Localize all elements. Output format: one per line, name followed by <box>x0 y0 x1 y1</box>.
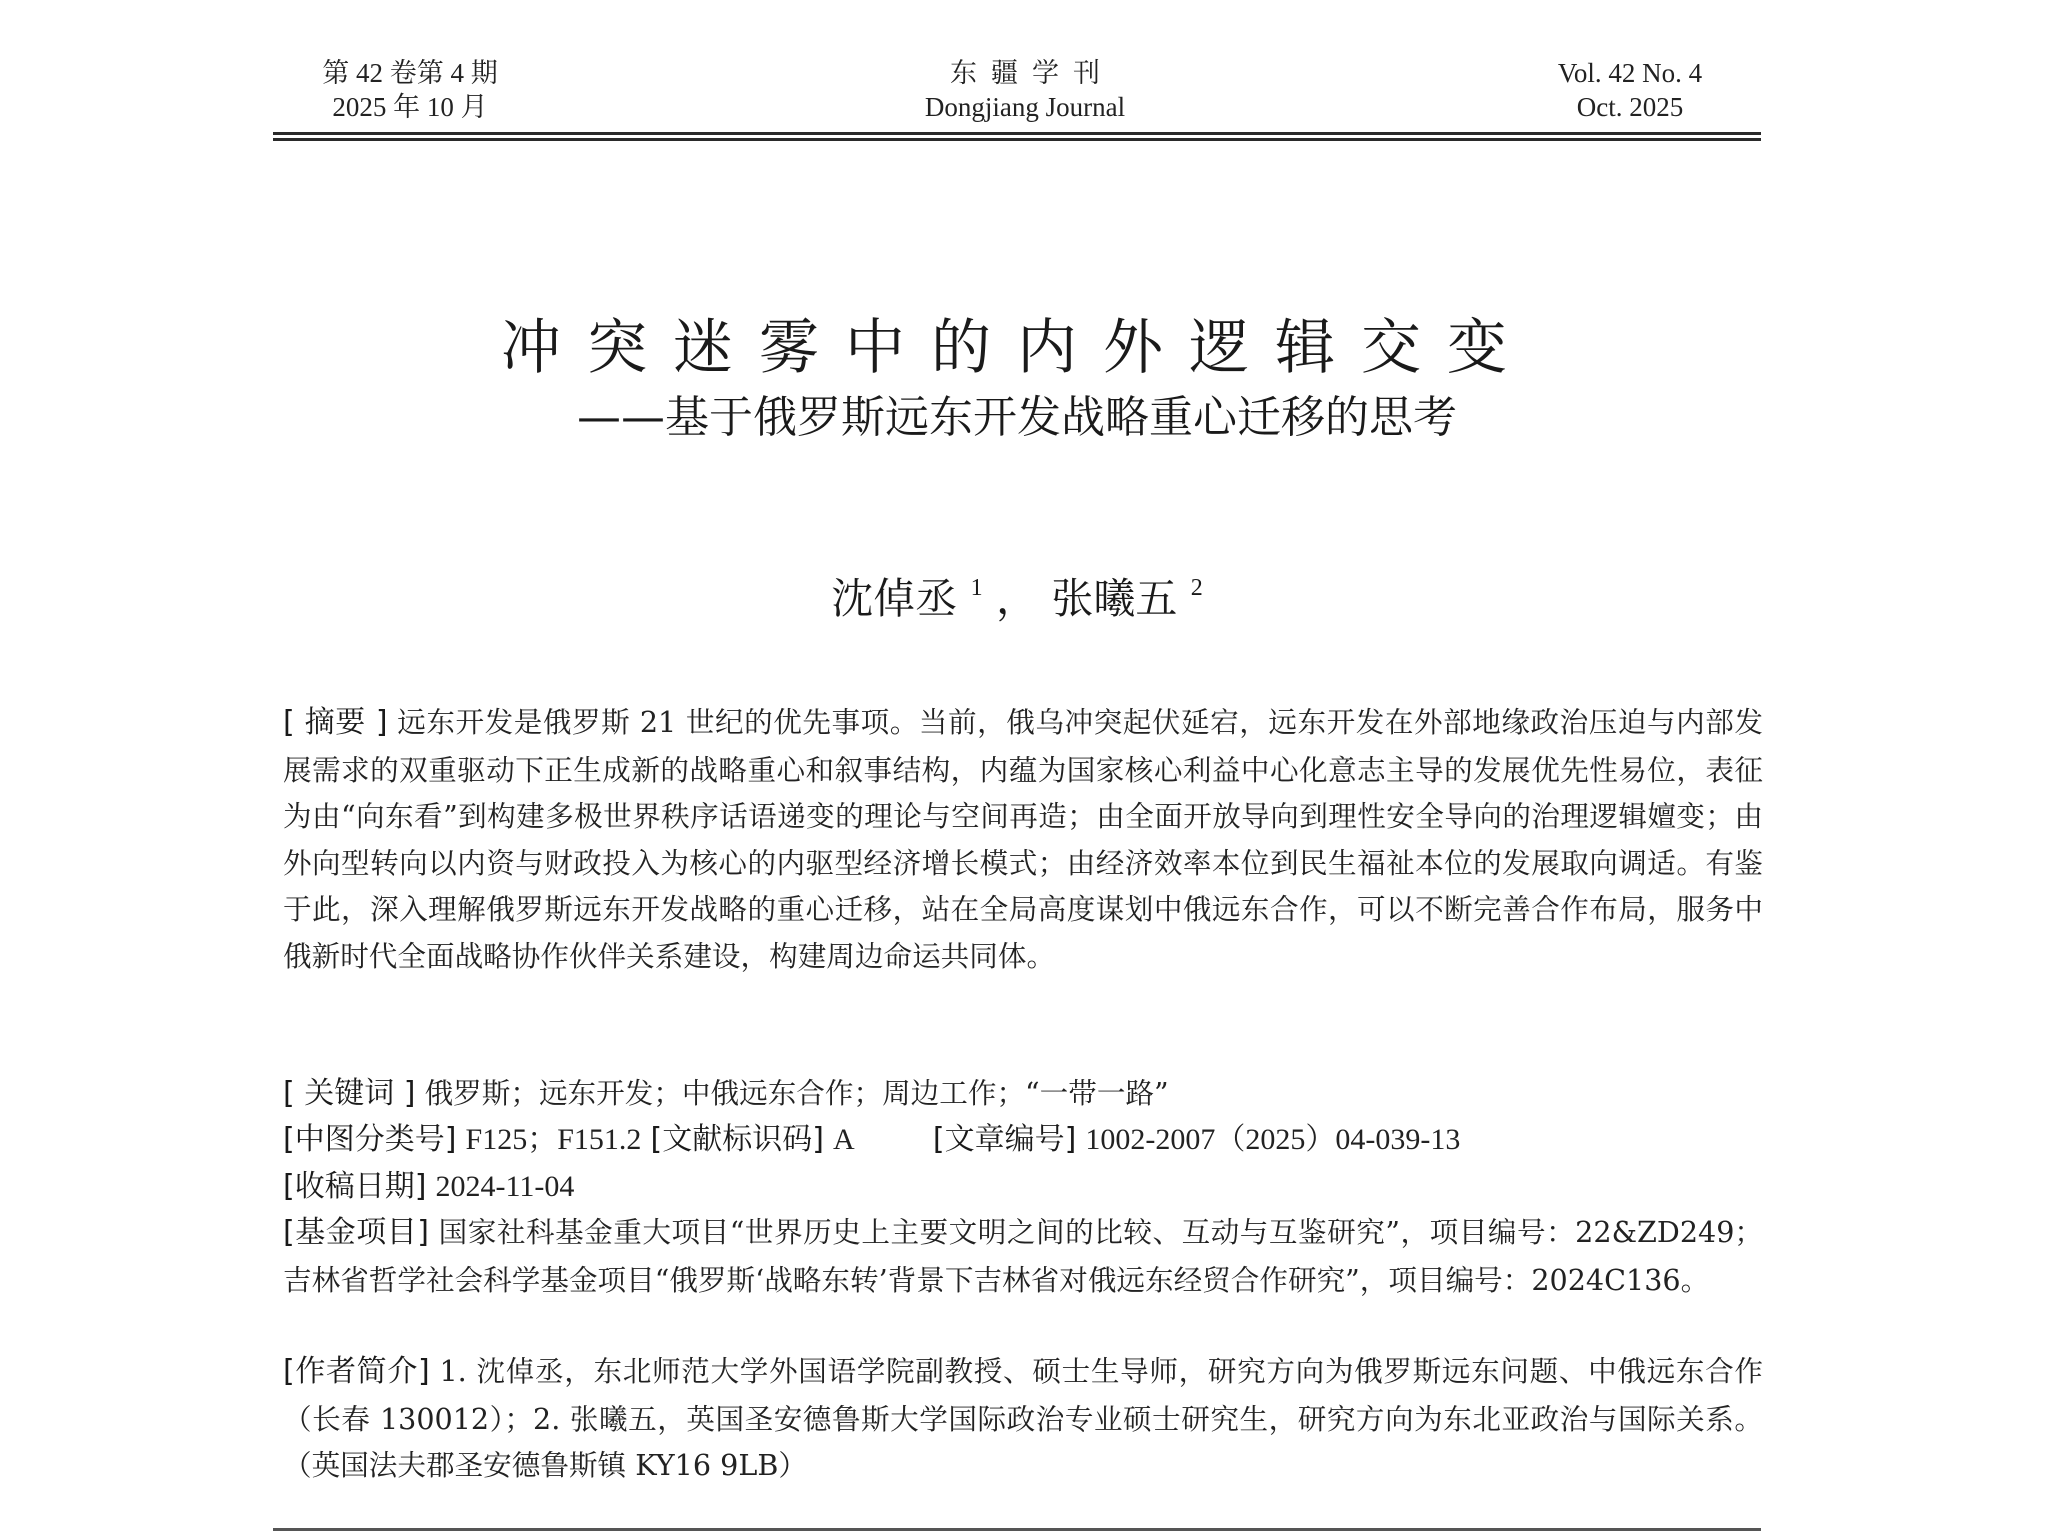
affiliation-mark: 2 <box>1190 575 1203 601</box>
abstract-label: [ 摘要 ] <box>283 705 388 740</box>
classification <box>283 1116 1763 1164</box>
doc-code-label: [文献标识码] <box>650 1122 824 1157</box>
clc-label: [中图分类号] <box>283 1122 457 1157</box>
article-title: 冲突迷雾中的内外逻辑交变 <box>501 313 1533 383</box>
author-name: 沈倬丞 <box>831 574 958 623</box>
author-separator: ， <box>995 574 1038 623</box>
received-date <box>283 1163 1763 1211</box>
affiliation-mark: 1 <box>970 575 983 601</box>
article-no-label: [文章编号] <box>932 1122 1077 1157</box>
author-bio-label: [作者简介] <box>283 1354 430 1389</box>
issue-info-cn <box>300 56 520 124</box>
footer-rule <box>273 1528 1761 1531</box>
header-double-rule <box>273 132 1761 135</box>
author-bio-text: 1. 沈倬丞，东北师范大学外国语学院副教授、硕士生导师，研究方向为俄罗斯远东问题、中俄远东合作（长春 130012）；2. 张曦五，英国圣安德鲁斯大学国际政治专业硕士研究生，研究方向为东北亚政治与国际关系。（英国法夫郡圣安德鲁斯镇 KY16 9LB） <box>283 1354 1763 1482</box>
clc-value: F125；F151.2 <box>465 1123 642 1156</box>
volume-cn: 第 42 卷第 4 期 <box>322 58 498 88</box>
date-en: Oct. 2025 <box>1576 92 1684 122</box>
keywords <box>283 1070 1763 1118</box>
abstract-text: 远东开发是俄罗斯 21 世纪的优先事项。当前，俄乌冲突起伏延宕，远东开发在外部地缘政治压迫与内部发展需求的双重驱动下正生成新的战略重心和叙事结构，内蕴为国家核心利益中心化意志主导的发展优先性易位，表征为由“向东看”到构建多极世界秩序话语递变的理论与空间再造；由全面开放导向到理性安全导向的治理逻辑嬗变；由外向型转向以内资与财政投入为核心的内驱型经济增长模式；由经济效率本位到民生福祉本位的发展取向调适。有鉴于此，深入理解俄罗斯远东开发战略的重心迁移，站在全局高度谋划中俄远东合作，可以不断完善合作布局，服务中俄新时代全面战略协作伙伴关系建设，构建周边命运共同体。 <box>283 705 1763 973</box>
journal-name-en: Dongjiang Journal <box>924 92 1126 122</box>
received-label: [收稿日期] <box>283 1169 427 1204</box>
doc-code-value: A <box>833 1123 855 1156</box>
funding-label: [基金项目] <box>283 1215 430 1250</box>
abstract <box>283 699 1763 979</box>
issue-info-en <box>1530 56 1730 124</box>
journal-name-cn: 东疆学刊 <box>950 58 1114 88</box>
funding <box>283 1209 1763 1303</box>
article-no-value: 1002-2007（2025）04-039-13 <box>1085 1123 1461 1156</box>
received-value: 2024-11-04 <box>435 1170 575 1203</box>
keywords-text: 俄罗斯；远东开发；中俄远东合作；周边工作；“一带一路” <box>424 1076 1169 1110</box>
article-subtitle: ——基于俄罗斯远东开发战略重心迁移的思考 <box>577 392 1457 443</box>
volume-en: Vol. 42 No. 4 <box>1557 58 1703 88</box>
keywords-label: [ 关键词 ] <box>283 1076 416 1111</box>
funding-text: 国家社科基金重大项目“世界历史上主要文明之间的比较、互动与互鉴研究”，项目编号：22&ZD249；吉林省哲学社会科学基金项目“俄罗斯‘战略东转’背景下吉林省对俄远东经贸合作研究”，项目编号：2024C136。 <box>283 1215 1763 1297</box>
journal-name <box>880 56 1170 124</box>
author-name: 张曦五 <box>1051 574 1178 623</box>
author-bio <box>283 1348 1763 1489</box>
author-line <box>273 560 1761 627</box>
date-cn: 2025 年 10 月 <box>332 92 488 122</box>
